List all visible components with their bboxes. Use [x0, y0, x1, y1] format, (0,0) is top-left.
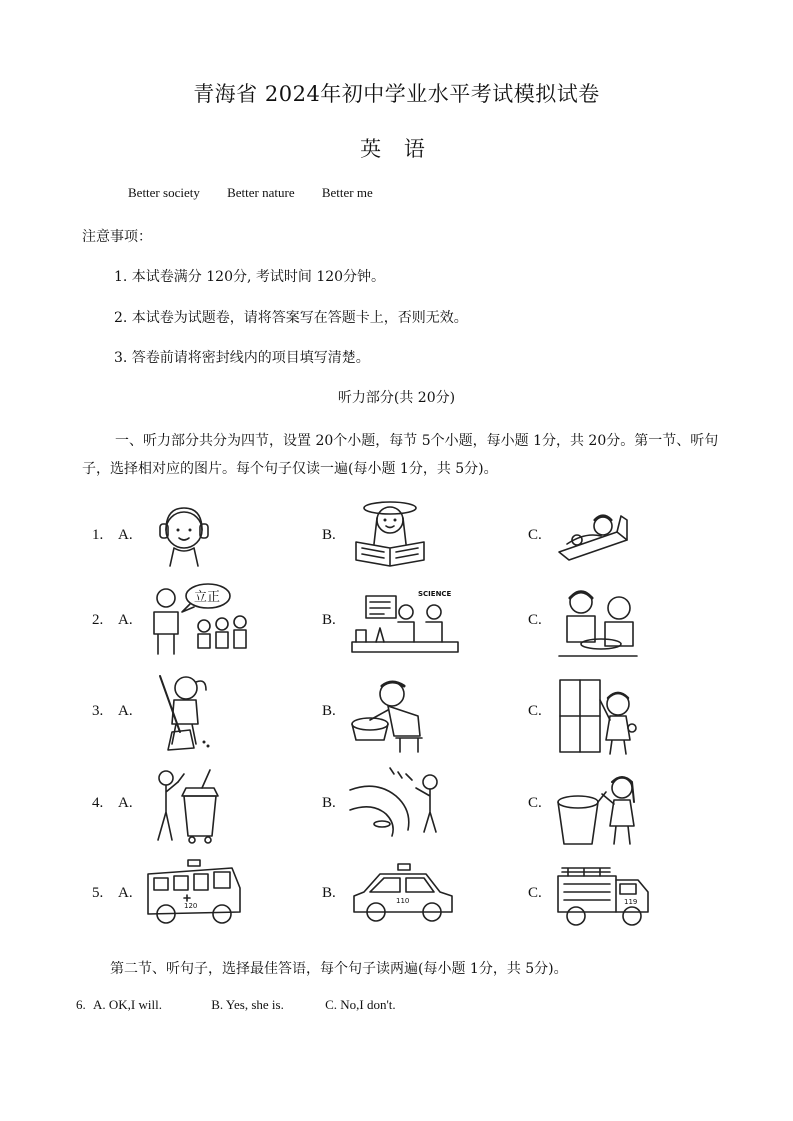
science-sign: SCIENCE	[418, 590, 452, 598]
question-number: 2.	[92, 612, 104, 628]
option-a-label: A.	[118, 885, 133, 901]
question-number: 5.	[92, 885, 104, 901]
fire-truck-icon[interactable]	[554, 862, 654, 928]
option-a-label: A.	[118, 612, 133, 628]
option-b-label: B.	[322, 527, 336, 543]
question-number: 6.	[76, 997, 86, 1012]
option-c[interactable]: C. No,I don't.	[325, 997, 396, 1012]
option-b-label: B.	[322, 795, 336, 811]
subject-title: 英 语	[360, 137, 433, 161]
option-b-label: B.	[322, 885, 336, 901]
notice-item: 1. 本试卷满分 120分, 考试时间 120分钟。	[114, 269, 386, 285]
notice-item: 3. 答卷前请将密封线内的项目填写清楚。	[114, 350, 370, 366]
option-a-label: A.	[118, 527, 133, 543]
section-two-instructions: 第二节、听句子，选择最佳答语，每个句子读两遍(每小题 1分，共 5分)。	[110, 961, 568, 977]
question-number: 4.	[92, 795, 104, 811]
option-c-label: C.	[528, 795, 542, 811]
option-c-label: C.	[528, 527, 542, 543]
listening-instructions: 一、听力部分共分为四节，设置 20个小题，每节 5个小题，每小题 1分，共 20分。第一节、听句子，选择相对应的图片。每个句子仅读一遍(每小题 1分，共 5分)。	[82, 433, 719, 477]
question-6	[76, 997, 396, 1013]
slogan-society: Better society	[128, 185, 200, 200]
option-b-label: B.	[322, 703, 336, 719]
option-c-label: C.	[528, 885, 542, 901]
notice-item: 2. 本试卷为试题卷，请将答案写在答题卡上，否则无效。	[114, 310, 468, 326]
girl-washing-icon[interactable]	[348, 676, 438, 756]
girl-headphones-icon[interactable]	[148, 500, 220, 572]
slogans	[128, 185, 397, 201]
teacher-students-icon[interactable]	[146, 582, 252, 658]
cooking-kids-icon[interactable]	[555, 586, 641, 662]
option-a-label: A.	[118, 703, 133, 719]
exam-title: 青海省 2024年初中学业水平考试模拟试卷	[193, 82, 600, 106]
fire-truck-number: 119	[624, 898, 638, 906]
slogan-me: Better me	[321, 185, 373, 200]
girl-sweeping-icon[interactable]	[150, 672, 214, 752]
option-a[interactable]: A. OK,I will.	[93, 997, 162, 1012]
option-b[interactable]: B. Yes, she is.	[211, 997, 284, 1012]
question-number: 3.	[92, 703, 104, 719]
girl-reading-icon[interactable]	[350, 496, 430, 568]
notice-heading: 注意事项：	[82, 229, 152, 245]
option-b-label: B.	[322, 612, 336, 628]
listening-heading: 听力部分(共 20分)	[337, 390, 456, 406]
question-number: 1.	[92, 527, 104, 543]
option-c-label: C.	[528, 612, 542, 628]
man-trash-bin-icon[interactable]	[150, 766, 222, 846]
science-lab-icon[interactable]	[350, 590, 460, 656]
speech-bubble-text: 立正	[194, 590, 221, 605]
slogan-nature: Better nature	[227, 185, 295, 200]
man-littering-river-icon[interactable]	[346, 766, 446, 838]
option-a-label: A.	[118, 795, 133, 811]
option-c-label: C.	[528, 703, 542, 719]
police-car-icon[interactable]	[350, 862, 456, 926]
girl-waste-basket-icon[interactable]	[554, 772, 644, 848]
girl-cleaning-window-icon[interactable]	[556, 676, 642, 756]
boy-sleeping-icon[interactable]	[555, 502, 631, 564]
ambulance-icon[interactable]	[144, 858, 244, 926]
police-number: 110	[396, 897, 410, 905]
ambulance-number: 120	[184, 902, 198, 910]
